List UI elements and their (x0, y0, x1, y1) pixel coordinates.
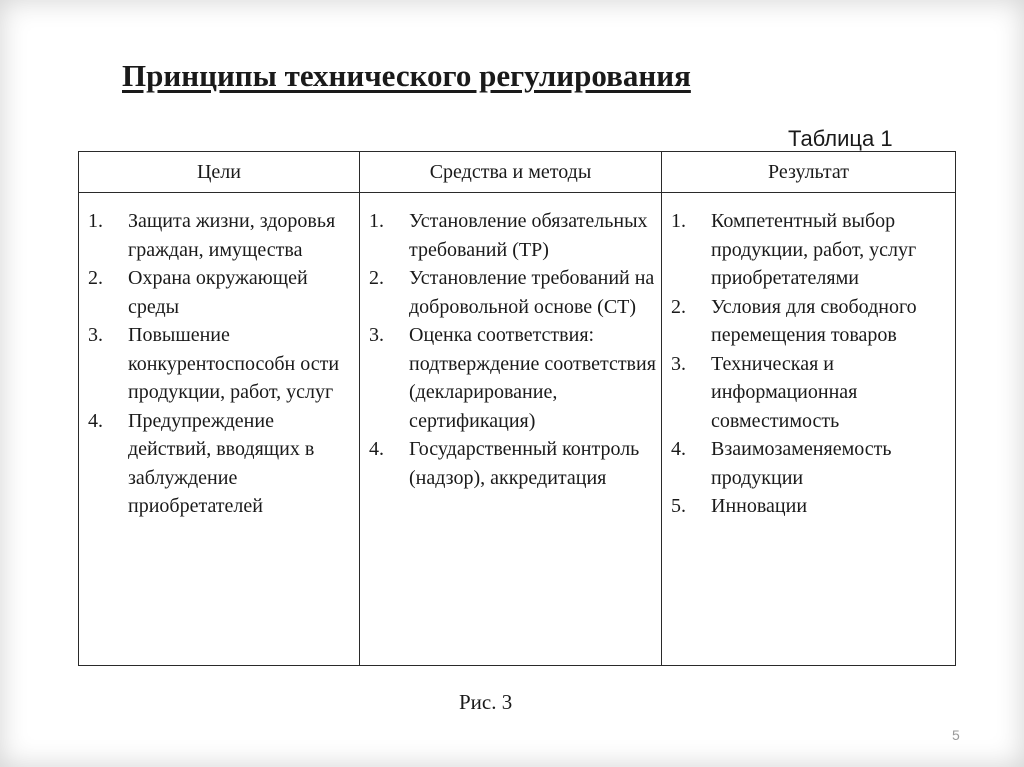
item-number: 2. (671, 295, 686, 318)
item-number: 3. (671, 352, 686, 375)
item-text: Предупреждение действий, вводящих в заблуждение приобретателей (128, 409, 315, 517)
table-row (79, 193, 956, 666)
result-list (671, 207, 951, 521)
list-item (369, 207, 657, 264)
item-text: Повышение конкурентоспособн ости продукции, работ, услуг (128, 324, 340, 403)
means-methods-list (369, 207, 657, 492)
result-cell (662, 193, 956, 666)
item-number: 4. (369, 438, 384, 460)
table-header-row (79, 152, 956, 193)
list-item (88, 207, 355, 264)
item-number: 3. (88, 324, 103, 346)
item-number: 3. (369, 324, 384, 346)
header-result: Результат (662, 152, 956, 193)
item-text: Защита жизни, здоровья граждан, имущества (128, 210, 336, 261)
item-text: Охрана окружающей среды (128, 267, 308, 318)
item-text: Инновации (711, 495, 808, 517)
header-means-methods: Средства и методы (360, 152, 662, 193)
goals-list (88, 207, 355, 521)
item-text: Компетентный выбор продукции, работ, услуг приобретателями (711, 210, 917, 289)
principles-table (78, 151, 956, 666)
list-item (369, 435, 657, 492)
list-item (88, 264, 355, 321)
item-text: Техническая и информационная совместимость (711, 352, 858, 432)
item-number: 1. (671, 210, 686, 232)
list-item (671, 435, 951, 492)
item-text: Взаимозаменяемость продукции (711, 438, 892, 489)
item-number: 4. (671, 438, 686, 460)
item-number: 1. (369, 210, 384, 232)
item-number: 1. (88, 210, 103, 232)
item-number: 2. (88, 267, 103, 289)
list-item (671, 492, 951, 521)
list-item (671, 293, 951, 350)
list-item (88, 407, 355, 521)
item-number: 4. (88, 409, 103, 432)
goals-cell (79, 193, 360, 666)
list-item (671, 207, 951, 293)
page-number: 5 (952, 727, 960, 743)
list-item (88, 321, 355, 407)
item-text: Государственный контроль (надзор), аккредитация (409, 438, 640, 489)
list-item (369, 321, 657, 435)
item-number: 5. (671, 495, 686, 517)
table-label: Таблица 1 (788, 126, 893, 151)
page-title: Принципы технического регулирования (122, 58, 691, 93)
item-text: Установление требований на добровольной основе (СТ) (409, 267, 655, 318)
means-methods-cell (360, 193, 662, 666)
item-number: 2. (369, 267, 384, 289)
item-text: Оценка соответствия: подтверждение соответствия (декларирование, сертификация) (409, 324, 656, 432)
header-goals: Цели (79, 152, 360, 193)
item-text: Условия для свободного перемещения товаров (711, 295, 917, 346)
figure-caption: Рис. 3 (459, 690, 513, 714)
list-item (671, 350, 951, 436)
item-text: Установление обязательных требований (ТР) (409, 210, 648, 261)
list-item (369, 264, 657, 321)
